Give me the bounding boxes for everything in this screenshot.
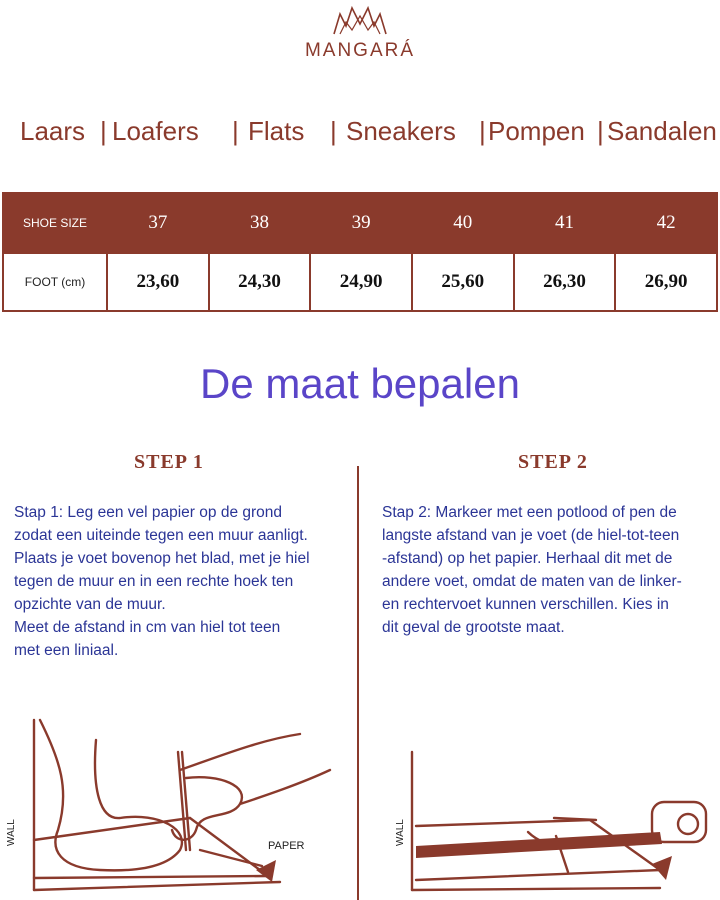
table-cell: 42: [615, 193, 717, 253]
size-chart-table: [2, 192, 718, 312]
category-loafers: Loafers: [112, 116, 199, 146]
text-line: dit geval de grootste maat.: [382, 619, 565, 636]
table-cell: 39: [310, 193, 412, 253]
column-divider: [357, 466, 359, 900]
text-line: Plaats je voet bovenop het blad, met je hiel: [14, 550, 310, 567]
table-cell: 24,30: [209, 253, 311, 311]
wall-label: WALL: [6, 819, 17, 846]
category-sandalen: Sandalen: [607, 116, 717, 146]
table-cell: 37: [107, 193, 209, 253]
brand-logo: [0, 0, 720, 70]
table-row-foot-cm: [3, 253, 717, 311]
step-1-text: [14, 501, 344, 662]
category-separator: |: [597, 116, 604, 146]
table-cell: 38: [209, 193, 311, 253]
text-line: en rechtervoet kunnen verschillen. Kies in: [382, 596, 669, 613]
foot-on-paper-illustration: [0, 700, 356, 900]
text-line: opzichte van de muur.: [14, 596, 166, 613]
table-cell: 40: [412, 193, 514, 253]
table-cell: 23,60: [107, 253, 209, 311]
step-1-title: STEP 1: [134, 451, 204, 473]
text-line: zodat een uiteinde tegen een muur aanligt.: [14, 527, 308, 544]
step-2-text: [382, 501, 718, 639]
text-line: met een liniaal.: [14, 642, 119, 659]
category-sneakers: Sneakers: [346, 116, 456, 146]
shoe-category-list: [0, 116, 720, 160]
text-line: -afstand) op het papier. Herhaal dit met de: [382, 550, 673, 567]
text-line: Stap 1: Leg een vel papier op de grond: [14, 504, 283, 521]
text-line: Meet de afstand in cm van hiel tot teen: [14, 619, 281, 636]
paper-label: PAPER: [268, 840, 305, 852]
table-cell: 24,90: [310, 253, 412, 311]
tape-measure-illustration: [360, 740, 720, 900]
text-line: tegen de muur en in een rechte hoek ten: [14, 573, 294, 590]
brand-name: MANGARÁ: [304, 40, 416, 61]
row-label: FOOT (cm): [3, 253, 107, 311]
table-cell: 26,30: [514, 253, 616, 311]
text-line: Stap 2: Markeer met een potlood of pen de: [382, 504, 677, 521]
text-line: langste afstand van je voet (de hiel-tot-teen: [382, 527, 680, 544]
category-separator: |: [330, 116, 337, 146]
table-row-shoe-size: [3, 193, 717, 253]
table-cell: 41: [514, 193, 616, 253]
wall-label: WALL: [395, 819, 406, 846]
table-cell: 25,60: [412, 253, 514, 311]
table-cell: 26,90: [615, 253, 717, 311]
category-separator: |: [232, 116, 239, 146]
crown-icon: [332, 4, 388, 38]
row-label: SHOE SIZE: [3, 193, 107, 253]
category-laars: Laars: [20, 116, 86, 146]
text-line: andere voet, omdat de maten van de linker-: [382, 573, 682, 590]
step-2-title: STEP 2: [518, 451, 588, 473]
page-title: De maat bepalen: [200, 360, 520, 407]
category-flats: Flats: [248, 116, 305, 146]
category-pompen: Pompen: [488, 116, 585, 146]
category-separator: |: [100, 116, 107, 146]
category-separator: |: [479, 116, 486, 146]
